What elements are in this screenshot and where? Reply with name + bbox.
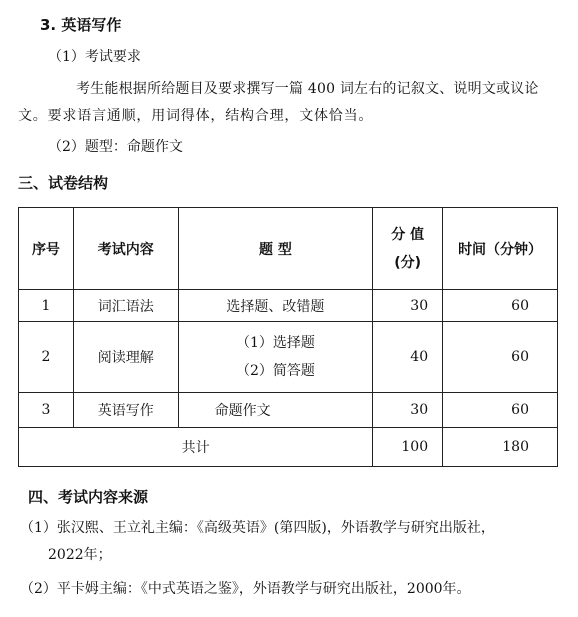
header-score <box>373 208 443 290</box>
header-index: 序号 <box>19 208 74 290</box>
row3-content: 英语写作 <box>73 393 178 428</box>
row3-time: 60 <box>443 393 558 428</box>
exam-requirement-text-line2: 文。要求语言通顺，用词得体，结构合理，文体恰当。 <box>18 108 374 124</box>
row2-type-1: （1）选择题 <box>235 335 315 351</box>
header-time: 时间（分钟） <box>443 208 558 290</box>
row2-score: 40 <box>373 322 443 393</box>
row3-index: 3 <box>19 393 74 428</box>
exam-structure-table <box>18 207 558 467</box>
table-row <box>19 393 558 428</box>
question-type-label: （2）题型：命题作文 <box>48 139 183 155</box>
header-content: 考试内容 <box>73 208 178 290</box>
row1-time: 60 <box>443 290 558 322</box>
paper-structure-heading: 三、试卷结构 <box>18 174 109 192</box>
row2-index: 2 <box>19 322 74 393</box>
total-label: 共计 <box>19 428 373 467</box>
row1-score: 30 <box>373 290 443 322</box>
source-2: （2）平卡姆主编：《中式英语之鉴》，外语教学与研究出版社，2000年。 <box>20 581 471 597</box>
row1-content: 词汇语法 <box>73 290 178 322</box>
row3-type: 命题作文 <box>178 393 373 428</box>
total-time: 180 <box>443 428 558 467</box>
table-header-row <box>19 208 558 290</box>
header-score-line2: (分) <box>394 254 422 271</box>
exam-requirement-text-line1: 考生能根据所给题目及要求撰写一篇 400 词左右的记叙文、说明文或议论 <box>76 81 539 97</box>
row2-content: 阅读理解 <box>73 322 178 393</box>
header-type: 题 型 <box>178 208 373 290</box>
total-score: 100 <box>373 428 443 467</box>
source-1-line2: 2022年； <box>48 547 112 563</box>
sources-heading: 四、考试内容来源 <box>28 488 149 506</box>
section-3-heading: 3. 英语写作 <box>40 16 122 34</box>
table-row <box>19 290 558 322</box>
table-total-row <box>19 428 558 467</box>
row3-score: 30 <box>373 393 443 428</box>
table-row <box>19 322 558 393</box>
row2-type <box>178 322 373 393</box>
row2-type-2: （2）简答题 <box>235 363 315 379</box>
row2-time: 60 <box>443 322 558 393</box>
source-1-line1: （1）张汉熙、王立礼主编：《高级英语》(第四版)，外语教学与研究出版社， <box>20 520 495 536</box>
row1-type: 选择题、改错题 <box>178 290 373 322</box>
exam-requirement-label: （1）考试要求 <box>48 49 141 65</box>
row1-index: 1 <box>19 290 74 322</box>
header-score-line1: 分 值 <box>391 226 425 243</box>
